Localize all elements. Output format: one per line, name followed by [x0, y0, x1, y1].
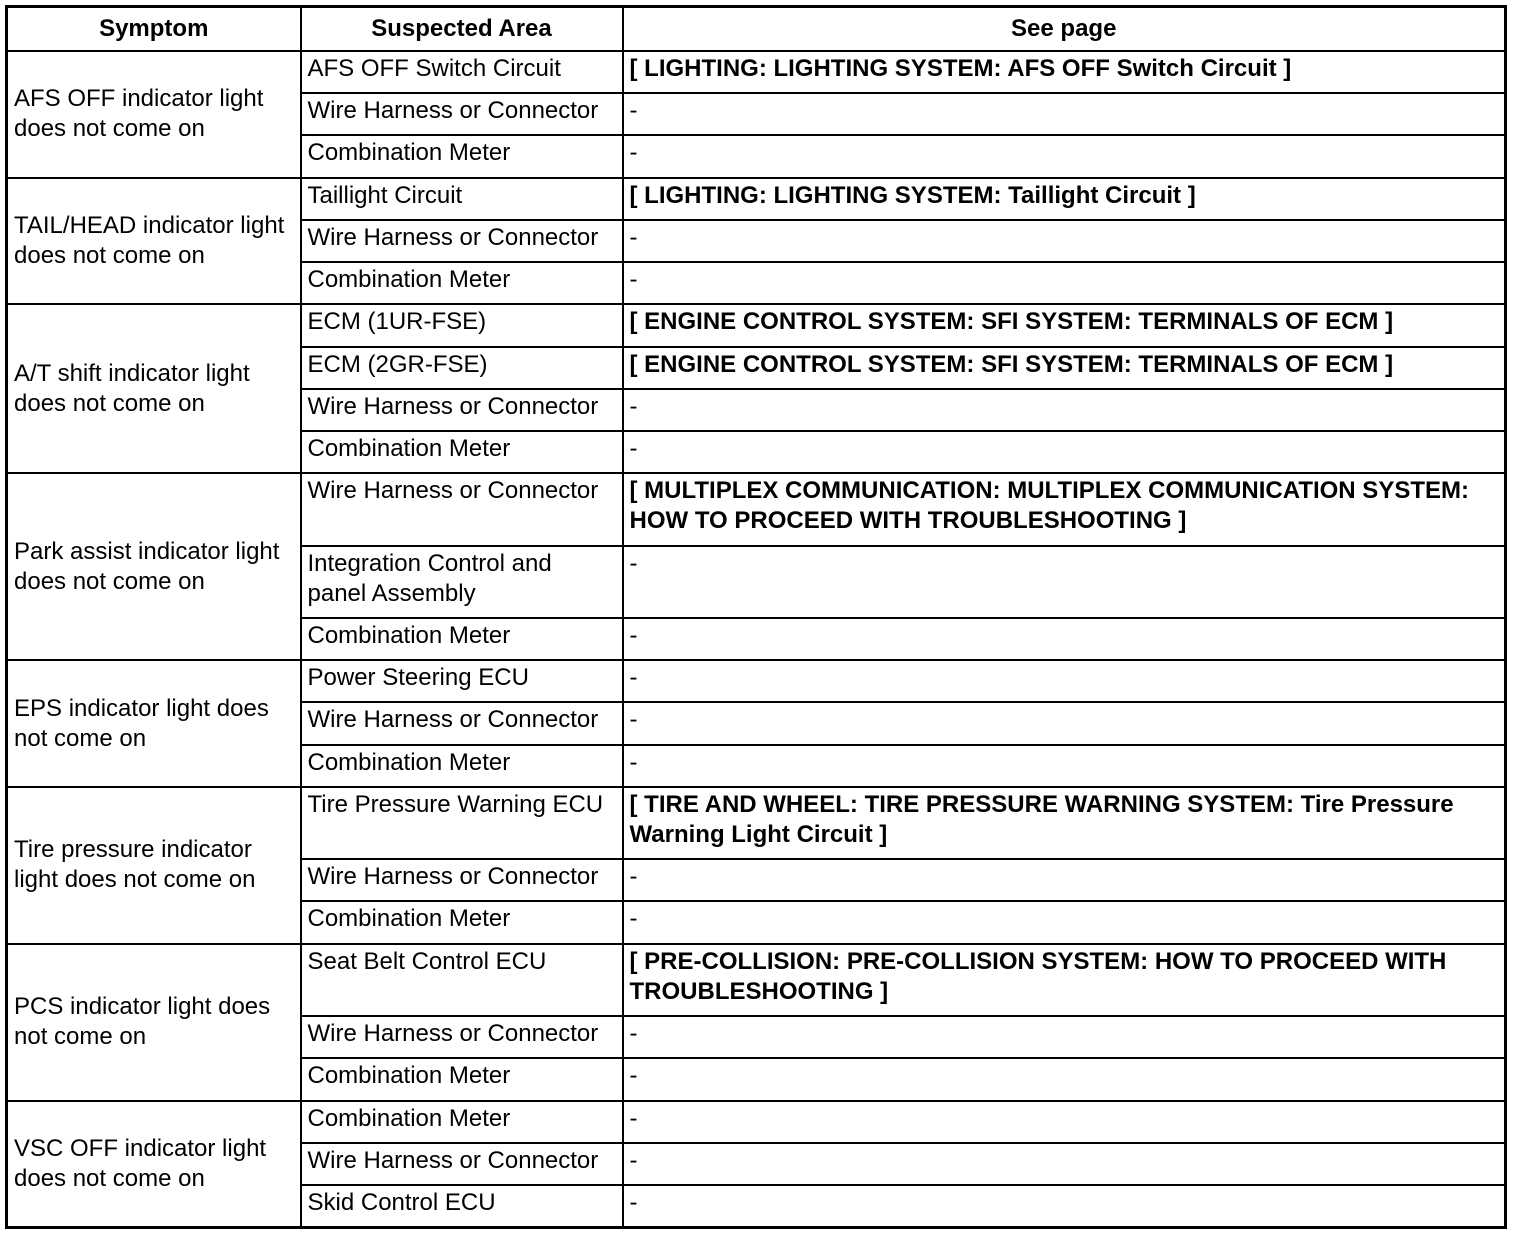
suspected-area-cell: Wire Harness or Connector	[301, 1143, 623, 1185]
suspected-area-cell: Combination Meter	[301, 135, 623, 177]
see-page-link[interactable]: [ MULTIPLEX COMMUNICATION: MULTIPLEX COMMUNICATION SYSTEM: HOW TO PROCEED WITH TROUBLESHOOTING ]	[623, 473, 1506, 545]
see-page-cell: -	[623, 859, 1506, 901]
see-page-cell: -	[623, 702, 1506, 744]
suspected-area-cell: Tire Pressure Warning ECU	[301, 787, 623, 859]
suspected-area-cell: Seat Belt Control ECU	[301, 944, 623, 1016]
see-page-link[interactable]: [ LIGHTING: LIGHTING SYSTEM: Taillight Circuit ]	[623, 178, 1506, 220]
see-page-link[interactable]: [ LIGHTING: LIGHTING SYSTEM: AFS OFF Switch Circuit ]	[623, 51, 1506, 93]
suspected-area-cell: Combination Meter	[301, 1058, 623, 1100]
symptom-cell: EPS indicator light does not come on	[7, 660, 301, 787]
see-page-link[interactable]: [ ENGINE CONTROL SYSTEM: SFI SYSTEM: TERMINALS OF ECM ]	[623, 304, 1506, 346]
see-page-link[interactable]: [ TIRE AND WHEEL: TIRE PRESSURE WARNING SYSTEM: Tire Pressure Warning Light Circuit ]	[623, 787, 1506, 859]
see-page-cell: -	[623, 135, 1506, 177]
suspected-area-cell: ECM (1UR-FSE)	[301, 304, 623, 346]
suspected-area-cell: Wire Harness or Connector	[301, 220, 623, 262]
see-page-cell: -	[623, 1143, 1506, 1185]
header-symptom: Symptom	[7, 7, 301, 52]
see-page-cell: -	[623, 431, 1506, 473]
symptom-cell: VSC OFF indicator light does not come on	[7, 1101, 301, 1228]
table-row	[7, 1101, 1506, 1143]
suspected-area-cell: Combination Meter	[301, 901, 623, 943]
symptom-cell: AFS OFF indicator light does not come on	[7, 51, 301, 178]
see-page-cell: -	[623, 618, 1506, 660]
see-page-cell: -	[623, 901, 1506, 943]
suspected-area-cell: ECM (2GR-FSE)	[301, 347, 623, 389]
suspected-area-cell: Power Steering ECU	[301, 660, 623, 702]
see-page-cell: -	[623, 1185, 1506, 1228]
table-row	[7, 787, 1506, 859]
see-page-cell: -	[623, 220, 1506, 262]
suspected-area-cell: Combination Meter	[301, 431, 623, 473]
suspected-area-cell: Wire Harness or Connector	[301, 93, 623, 135]
suspected-area-cell: Skid Control ECU	[301, 1185, 623, 1228]
suspected-area-cell: Wire Harness or Connector	[301, 859, 623, 901]
header-see-page: See page	[623, 7, 1506, 52]
symptom-cell: Tire pressure indicator light does not come on	[7, 787, 301, 944]
see-page-cell: -	[623, 1101, 1506, 1143]
symptom-cell: PCS indicator light does not come on	[7, 944, 301, 1101]
suspected-area-cell: Wire Harness or Connector	[301, 702, 623, 744]
suspected-area-cell: Wire Harness or Connector	[301, 389, 623, 431]
see-page-cell: -	[623, 745, 1506, 787]
table-row	[7, 178, 1506, 220]
suspected-area-cell: Wire Harness or Connector	[301, 1016, 623, 1058]
header-row	[7, 7, 1506, 52]
suspected-area-cell: Taillight Circuit	[301, 178, 623, 220]
troubleshooting-table	[5, 5, 1507, 1229]
suspected-area-cell: AFS OFF Switch Circuit	[301, 51, 623, 93]
table-row	[7, 660, 1506, 702]
suspected-area-cell: Combination Meter	[301, 745, 623, 787]
see-page-cell: -	[623, 660, 1506, 702]
header-suspected-area: Suspected Area	[301, 7, 623, 52]
table-row	[7, 473, 1506, 545]
see-page-cell: -	[623, 93, 1506, 135]
table-row	[7, 51, 1506, 93]
table-body	[7, 51, 1506, 1228]
see-page-cell: -	[623, 546, 1506, 618]
see-page-cell: -	[623, 262, 1506, 304]
see-page-link[interactable]: [ PRE-COLLISION: PRE-COLLISION SYSTEM: HOW TO PROCEED WITH TROUBLESHOOTING ]	[623, 944, 1506, 1016]
symptom-cell: Park assist indicator light does not come on	[7, 473, 301, 660]
suspected-area-cell: Integration Control and panel Assembly	[301, 546, 623, 618]
see-page-link[interactable]: [ ENGINE CONTROL SYSTEM: SFI SYSTEM: TERMINALS OF ECM ]	[623, 347, 1506, 389]
table-row	[7, 304, 1506, 346]
table-row	[7, 944, 1506, 1016]
see-page-cell: -	[623, 1058, 1506, 1100]
suspected-area-cell: Wire Harness or Connector	[301, 473, 623, 545]
suspected-area-cell: Combination Meter	[301, 1101, 623, 1143]
symptom-cell: A/T shift indicator light does not come on	[7, 304, 301, 473]
symptom-cell: TAIL/HEAD indicator light does not come on	[7, 178, 301, 305]
suspected-area-cell: Combination Meter	[301, 262, 623, 304]
suspected-area-cell: Combination Meter	[301, 618, 623, 660]
see-page-cell: -	[623, 1016, 1506, 1058]
see-page-cell: -	[623, 389, 1506, 431]
